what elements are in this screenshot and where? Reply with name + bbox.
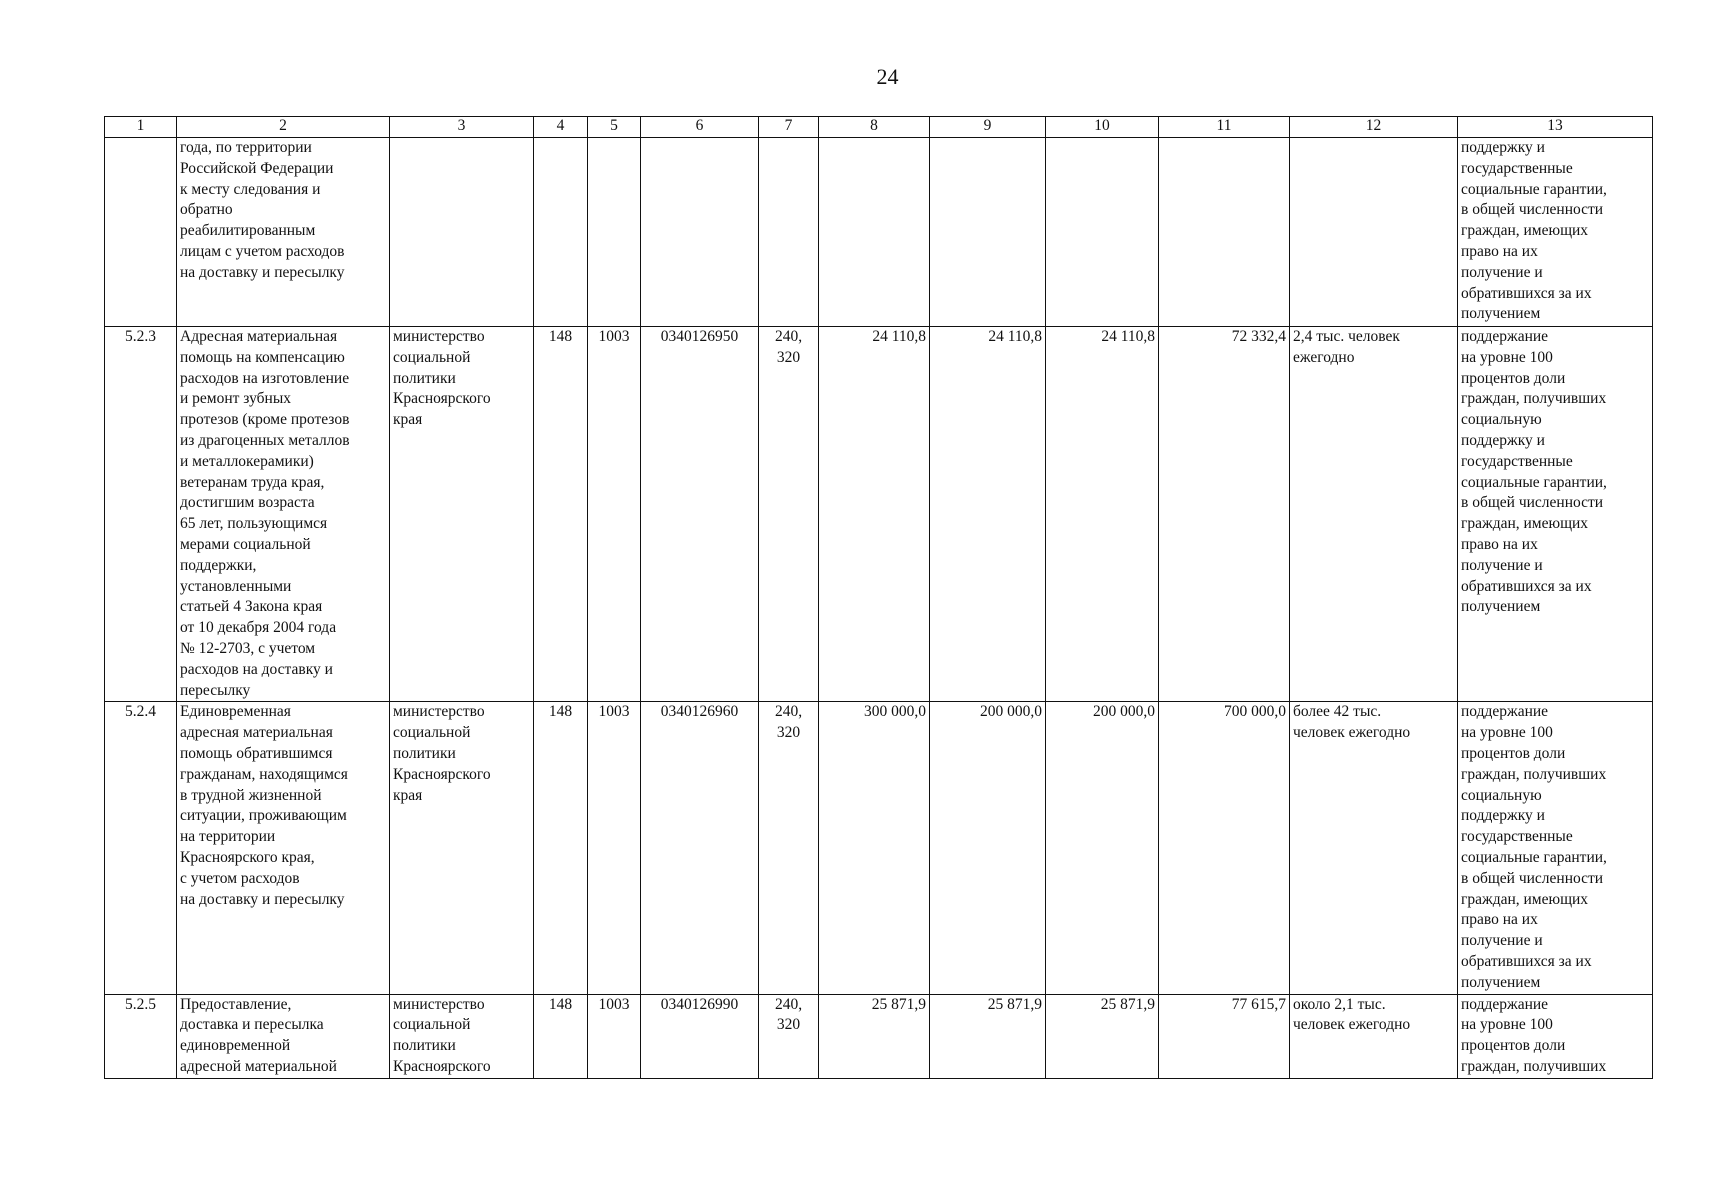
year2-cell: 200 000,0	[930, 702, 1046, 994]
column-number-row	[105, 117, 1653, 138]
result-cell	[1290, 138, 1458, 327]
column-number-cell: 5	[588, 117, 641, 138]
column-number-cell: 7	[759, 117, 819, 138]
row-number-cell: 5.2.4	[105, 702, 177, 994]
table-row	[105, 327, 1653, 702]
csr-cell: 0340126950	[641, 327, 759, 702]
vr-cell: 240, 320	[759, 702, 819, 994]
year1-cell: 300 000,0	[819, 702, 930, 994]
year3-cell: 200 000,0	[1046, 702, 1159, 994]
vr-cell: 240, 320	[759, 327, 819, 702]
table-row	[105, 994, 1653, 1078]
row-number-cell	[105, 138, 177, 327]
rzpr-cell	[588, 138, 641, 327]
grbs-cell: 148	[534, 702, 588, 994]
result-cell: около 2,1 тыс. человек ежегодно	[1290, 994, 1458, 1078]
page-number: 24	[876, 64, 899, 89]
program-activities-table	[104, 116, 1653, 1079]
column-number-cell: 12	[1290, 117, 1458, 138]
year1-cell	[819, 138, 930, 327]
year1-cell: 25 871,9	[819, 994, 930, 1078]
row-number-cell: 5.2.3	[105, 327, 177, 702]
column-number-cell: 3	[390, 117, 534, 138]
year2-cell: 25 871,9	[930, 994, 1046, 1078]
column-number-cell: 4	[534, 117, 588, 138]
indicator-cell: поддержание на уровне 100 процентов доли граждан, получивших	[1458, 994, 1653, 1078]
csr-cell: 0340126960	[641, 702, 759, 994]
year2-cell	[930, 138, 1046, 327]
row-number-cell: 5.2.5	[105, 994, 177, 1078]
rzpr-cell: 1003	[588, 994, 641, 1078]
executor-cell: министерство социальной политики Красноярского края	[390, 702, 534, 994]
result-cell: более 42 тыс. человек ежегодно	[1290, 702, 1458, 994]
year1-cell: 24 110,8	[819, 327, 930, 702]
csr-cell: 0340126990	[641, 994, 759, 1078]
activity-name-cell: Предоставление, доставка и пересылка единовременной адресной материальной	[177, 994, 390, 1078]
column-number-cell: 8	[819, 117, 930, 138]
grbs-cell: 148	[534, 994, 588, 1078]
year3-cell	[1046, 138, 1159, 327]
rzpr-cell: 1003	[588, 702, 641, 994]
indicator-cell: поддержание на уровне 100 процентов доли граждан, получивших социальную поддержку и государственные социальные гарантии, в общей численности граждан, имеющих право на их получение и обратившихся за их получением	[1458, 702, 1653, 994]
vr-cell	[759, 138, 819, 327]
csr-cell	[641, 138, 759, 327]
table-row	[105, 702, 1653, 994]
table-row	[105, 138, 1653, 327]
activity-name-cell: Адресная материальная помощь на компенсацию расходов на изготовление и ремонт зубных протезов (кроме протезов из драгоценных металлов и металлокерамики) ветеранам труда края, достигшим возраста 65 лет, пользующимся мерами социальной поддержки, установленными статьей 4 Закона края от 10 декабря 2004 года № 12-2703, с учетом расходов на доставку и пересылку	[177, 327, 390, 702]
year3-cell: 25 871,9	[1046, 994, 1159, 1078]
total-cell: 72 332,4	[1159, 327, 1290, 702]
column-number-cell: 1	[105, 117, 177, 138]
total-cell	[1159, 138, 1290, 327]
executor-cell: министерство социальной политики Красноярского края	[390, 327, 534, 702]
grbs-cell	[534, 138, 588, 327]
activity-name-cell: года, по территории Российской Федерации к месту следования и обратно реабилитированным лицам с учетом расходов на доставку и пересылку	[177, 138, 390, 327]
indicator-cell: поддержание на уровне 100 процентов доли граждан, получивших социальную поддержку и государственные социальные гарантии, в общей численности граждан, имеющих право на их получение и обратившихся за их получением	[1458, 327, 1653, 702]
column-number-cell: 13	[1458, 117, 1653, 138]
vr-cell: 240, 320	[759, 994, 819, 1078]
rzpr-cell: 1003	[588, 327, 641, 702]
activity-name-cell: Единовременная адресная материальная помощь обратившимся гражданам, находящимся в трудной жизненной ситуации, проживающим на территории Красноярского края, с учетом расходов на доставку и пересылку	[177, 702, 390, 994]
column-number-cell: 9	[930, 117, 1046, 138]
column-number-cell: 2	[177, 117, 390, 138]
column-number-cell: 11	[1159, 117, 1290, 138]
grbs-cell: 148	[534, 327, 588, 702]
executor-cell	[390, 138, 534, 327]
indicator-cell: поддержку и государственные социальные гарантии, в общей численности граждан, имеющих право на их получение и обратившихся за их получением	[1458, 138, 1653, 327]
total-cell: 77 615,7	[1159, 994, 1290, 1078]
year3-cell: 24 110,8	[1046, 327, 1159, 702]
total-cell: 700 000,0	[1159, 702, 1290, 994]
column-number-cell: 6	[641, 117, 759, 138]
executor-cell: министерство социальной политики Красноярского	[390, 994, 534, 1078]
column-number-cell: 10	[1046, 117, 1159, 138]
year2-cell: 24 110,8	[930, 327, 1046, 702]
result-cell: 2,4 тыс. человек ежегодно	[1290, 327, 1458, 702]
